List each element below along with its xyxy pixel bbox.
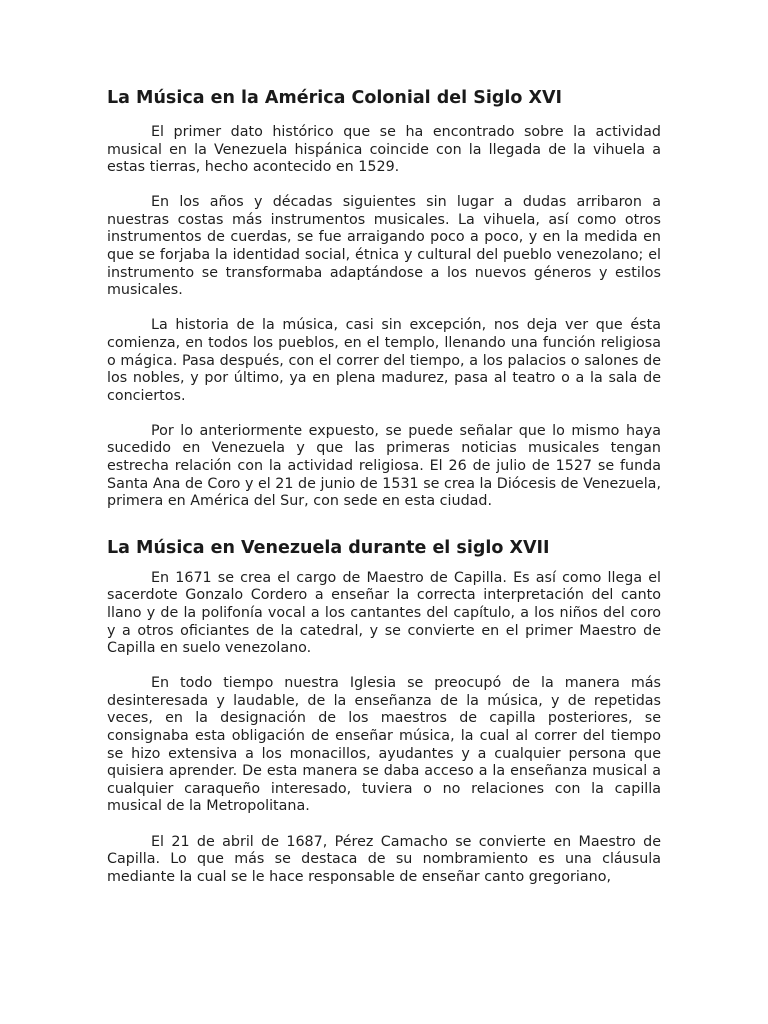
- paragraph: En todo tiempo nuestra Iglesia se preocupó de la manera más desinteresada y laudable, de la enseñanza de la música, y de repetidas veces, en la designación de los maestros de capilla posteriores, se consignaba esta obligación de enseñar música, la cual al correr del tiempo se hizo extensiva a los monacillos, ayudantes y a cualquier persona que quisiera aprender. De esta manera se daba acceso a la enseñanza musical a cualquier caraqueño interesado, tuviera o no relaciones con la capilla musical de la Metropolitana.: [107, 675, 661, 815]
- paragraph: En los años y décadas siguientes sin lugar a dudas arribaron a nuestras costas más instrumentos musicales. La vihuela, así como otros instrumentos de cuerdas, se fue arraigando poco a poco, y en la medida en que se forjaba la identidad social, étnica y cultural del pueblo venezolano; el instrumento se transformaba adaptándose a los nuevos géneros y estilos musicales.: [107, 194, 661, 299]
- section-heading-siglo-xvii: La Música en Venezuela durante el siglo XVII: [107, 537, 550, 558]
- paragraph: En 1671 se crea el cargo de Maestro de Capilla. Es así como llega el sacerdote Gonzalo Cordero a enseñar la correcta interpretación del canto llano y de la polifonía vocal a los cantantes del capítulo, a los niños del coro y a otros oficiantes de la catedral, y se convierte en el primer Maestro de Capilla en suelo venezolano.: [107, 569, 661, 657]
- paragraph: Por lo anteriormente expuesto, se puede señalar que lo mismo haya sucedido en Venezuela y que las primeras noticias musicales tengan estrecha relación con la actividad religiosa. El 26 de julio de 1527 se funda Santa Ana de Coro y el 21 de junio de 1531 se crea la Diócesis de Venezuela, primera en América del Sur, con sede en esta ciudad.: [107, 422, 661, 510]
- document-body: [107, 86, 661, 886]
- paragraph: El primer dato histórico que se ha encontrado sobre la actividad musical en la Venezuela hispánica coincide con la llegada de la vihuela a estas tierras, hecho acontecido en 1529.: [107, 124, 661, 176]
- paragraph: La historia de la música, casi sin excepción, nos deja ver que ésta comienza, en todos los pueblos, en el templo, llenando una función religiosa o mágica. Pasa después, con el correr del tiempo, a los palacios o salones de los nobles, y por último, ya en plena madurez, pasa al teatro o a la sala de conciertos.: [107, 317, 661, 404]
- section-heading-siglo-xvi: La Música en la América Colonial del Siglo XVI: [107, 88, 563, 108]
- paragraph: El 21 de abril de 1687, Pérez Camacho se convierte en Maestro de Capilla. Lo que más se destaca de su nombramiento es una cláusula mediante la cual se le hace responsable de enseñar canto gregoriano,: [107, 833, 661, 885]
